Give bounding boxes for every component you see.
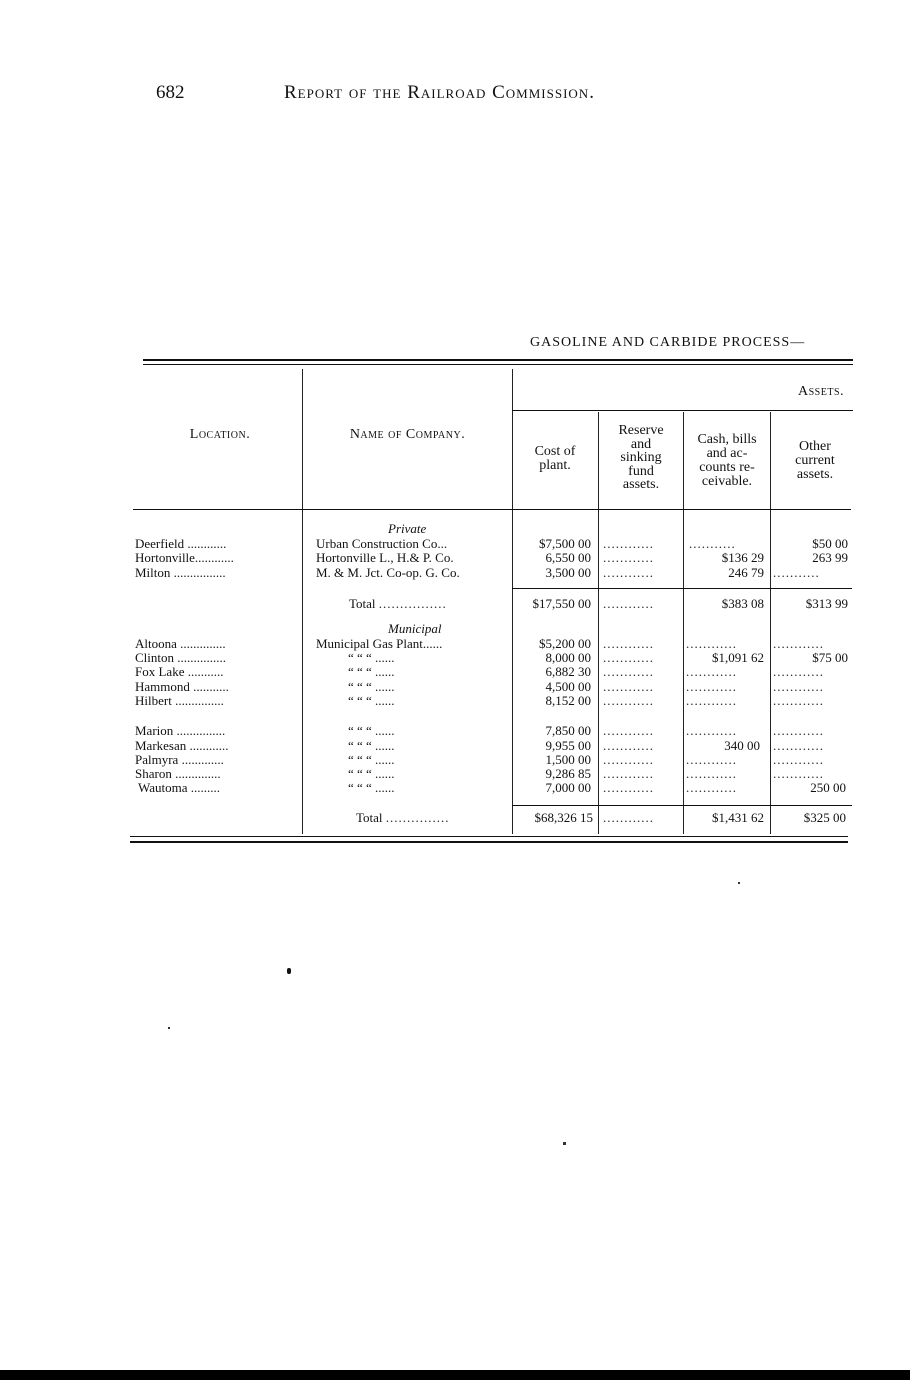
scan-speck: [168, 1027, 170, 1029]
cell-company: M. & M. Jct. Co-op. G. Co.: [316, 565, 460, 580]
cell-cost: 6,550 00: [545, 550, 591, 565]
cell-reserve: ............: [603, 636, 654, 651]
cell-location: Hammond ...........: [135, 679, 229, 694]
assets-group-header: Assets.: [798, 384, 845, 399]
cell-cost: 3,500 00: [545, 565, 591, 580]
header-company: Name of Company.: [349, 427, 466, 442]
header-cash: Cash, bills and ac- counts re- ceivable.: [697, 432, 757, 489]
subtotal-rule: [512, 588, 852, 589]
cell-cash: $136 29: [721, 550, 764, 565]
cell-reserve: ............: [603, 565, 654, 580]
cell-reserve: ............: [603, 650, 654, 665]
cell-cash: ............: [686, 664, 737, 679]
total-cash: $1,431 62: [712, 810, 764, 825]
cell-other: ............: [773, 738, 824, 753]
cell-company: “ “ “ ......: [348, 752, 395, 767]
cell-cash: ............: [686, 752, 737, 767]
cell-location: Fox Lake ...........: [135, 664, 224, 679]
cell-cost: 1,500 00: [545, 752, 591, 767]
cell-cash: ............: [686, 766, 737, 781]
header-bottom-rule: [133, 509, 851, 510]
cell-cash: ............: [686, 636, 737, 651]
cell-other: 250 00: [810, 780, 846, 795]
cell-other: ............: [773, 664, 824, 679]
top-rule-thick: [143, 359, 853, 361]
cell-other: ............: [773, 766, 824, 781]
header-cost: Cost of plant.: [534, 444, 576, 473]
cell-company: “ “ “ ......: [348, 693, 395, 708]
cell-cash: ............: [686, 723, 737, 738]
scan-speck: [738, 882, 740, 884]
cell-reserve: ............: [603, 738, 654, 753]
scan-bottom-border: [0, 1370, 910, 1380]
cell-cost: 9,955 00: [545, 738, 591, 753]
total-reserve: ............: [603, 596, 654, 611]
cell-company: “ “ “ ......: [348, 780, 395, 795]
cell-cost: $5,200 00: [539, 636, 591, 651]
header-other: Other current assets.: [795, 439, 835, 482]
cell-company: “ “ “ ......: [348, 766, 395, 781]
cell-company: Urban Construction Co...: [316, 536, 448, 551]
section-label-private: Private: [388, 521, 427, 536]
cell-company: “ “ “ ......: [348, 738, 395, 753]
total-reserve: ............: [603, 810, 654, 825]
page-number: 682: [156, 82, 185, 103]
cell-cost: 8,152 00: [545, 693, 591, 708]
cell-other: ............: [773, 679, 824, 694]
cell-location: Sharon ..............: [135, 766, 221, 781]
cell-cash: 246 79: [728, 565, 764, 580]
cell-location: Deerfield ............: [135, 536, 227, 551]
cell-other: ............: [773, 693, 824, 708]
cell-location: Marion ...............: [135, 723, 226, 738]
cell-location: Markesan ............: [135, 738, 229, 753]
cell-company: Municipal Gas Plant......: [316, 636, 443, 651]
cell-cash: ............: [686, 679, 737, 694]
cell-reserve: ............: [603, 780, 654, 795]
cell-cash: ...........: [689, 536, 736, 551]
cell-reserve: ............: [603, 550, 654, 565]
cell-cost: $7,500 00: [539, 536, 591, 551]
cell-location: Clinton ...............: [135, 650, 227, 665]
cell-cash: ............: [686, 780, 737, 795]
cell-cost: 7,850 00: [545, 723, 591, 738]
total-cost: $17,550 00: [532, 596, 591, 611]
cell-location: Altoona ..............: [135, 636, 226, 651]
total-cost: $68,326 15: [534, 810, 593, 825]
col-divider-location: [302, 369, 303, 834]
total-other: $325 00: [803, 810, 846, 825]
scan-speck: [563, 1142, 566, 1145]
section-label-municipal: Municipal: [388, 621, 442, 636]
cell-company: “ “ “ ......: [348, 650, 395, 665]
bottom-rule-thin: [130, 836, 848, 837]
cell-company: “ “ “ ......: [348, 664, 395, 679]
table-title: GASOLINE AND CARBIDE PROCESS—: [530, 335, 806, 350]
cell-other: ............: [773, 636, 824, 651]
col-divider-cash: [770, 412, 771, 834]
total-cash: $383 08: [721, 596, 764, 611]
total-other: $313 99: [805, 596, 848, 611]
cell-other: ...........: [773, 565, 820, 580]
cell-reserve: ............: [603, 693, 654, 708]
header-location: Location.: [189, 427, 251, 442]
cell-other: ............: [773, 723, 824, 738]
cell-other: ............: [773, 752, 824, 767]
cell-reserve: ............: [603, 664, 654, 679]
total-label: Total ................: [349, 596, 447, 611]
cell-other: $50 00: [812, 536, 848, 551]
cell-other: 263 99: [812, 550, 848, 565]
bottom-rule-thick: [130, 841, 848, 843]
cell-company: “ “ “ ......: [348, 723, 395, 738]
subtotal-rule: [512, 805, 852, 806]
cell-cash: $1,091 62: [712, 650, 764, 665]
cell-cost: 9,286 85: [545, 766, 591, 781]
running-head: Report of the Railroad Commission.: [284, 82, 595, 103]
top-rule-thin: [143, 364, 853, 365]
header-reserve: Reserve and sinking fund assets.: [618, 423, 664, 492]
cell-location: Hilbert ...............: [135, 693, 224, 708]
cell-cash: ............: [686, 693, 737, 708]
cell-cost: 7,000 00: [545, 780, 591, 795]
cell-location: Palmyra .............: [135, 752, 224, 767]
total-label: Total ...............: [356, 810, 450, 825]
cell-location: Wautoma .........: [138, 780, 220, 795]
cell-reserve: ............: [603, 536, 654, 551]
cell-reserve: ............: [603, 723, 654, 738]
assets-header-rule: [512, 410, 853, 411]
cell-location: Hortonville............: [135, 550, 234, 565]
cell-location: Milton ................: [135, 565, 226, 580]
cell-other: $75 00: [812, 650, 848, 665]
cell-reserve: ............: [603, 766, 654, 781]
cell-company: Hortonville L., H.& P. Co.: [316, 550, 454, 565]
col-divider-cost: [598, 412, 599, 834]
cell-cost: 8,000 00: [545, 650, 591, 665]
scan-speck: [287, 968, 291, 974]
cell-cost: 4,500 00: [545, 679, 591, 694]
col-divider-company: [512, 369, 513, 834]
cell-reserve: ............: [603, 752, 654, 767]
cell-cash: 340 00: [724, 738, 760, 753]
cell-reserve: ............: [603, 679, 654, 694]
cell-cost: 6,882 30: [545, 664, 591, 679]
cell-company: “ “ “ ......: [348, 679, 395, 694]
